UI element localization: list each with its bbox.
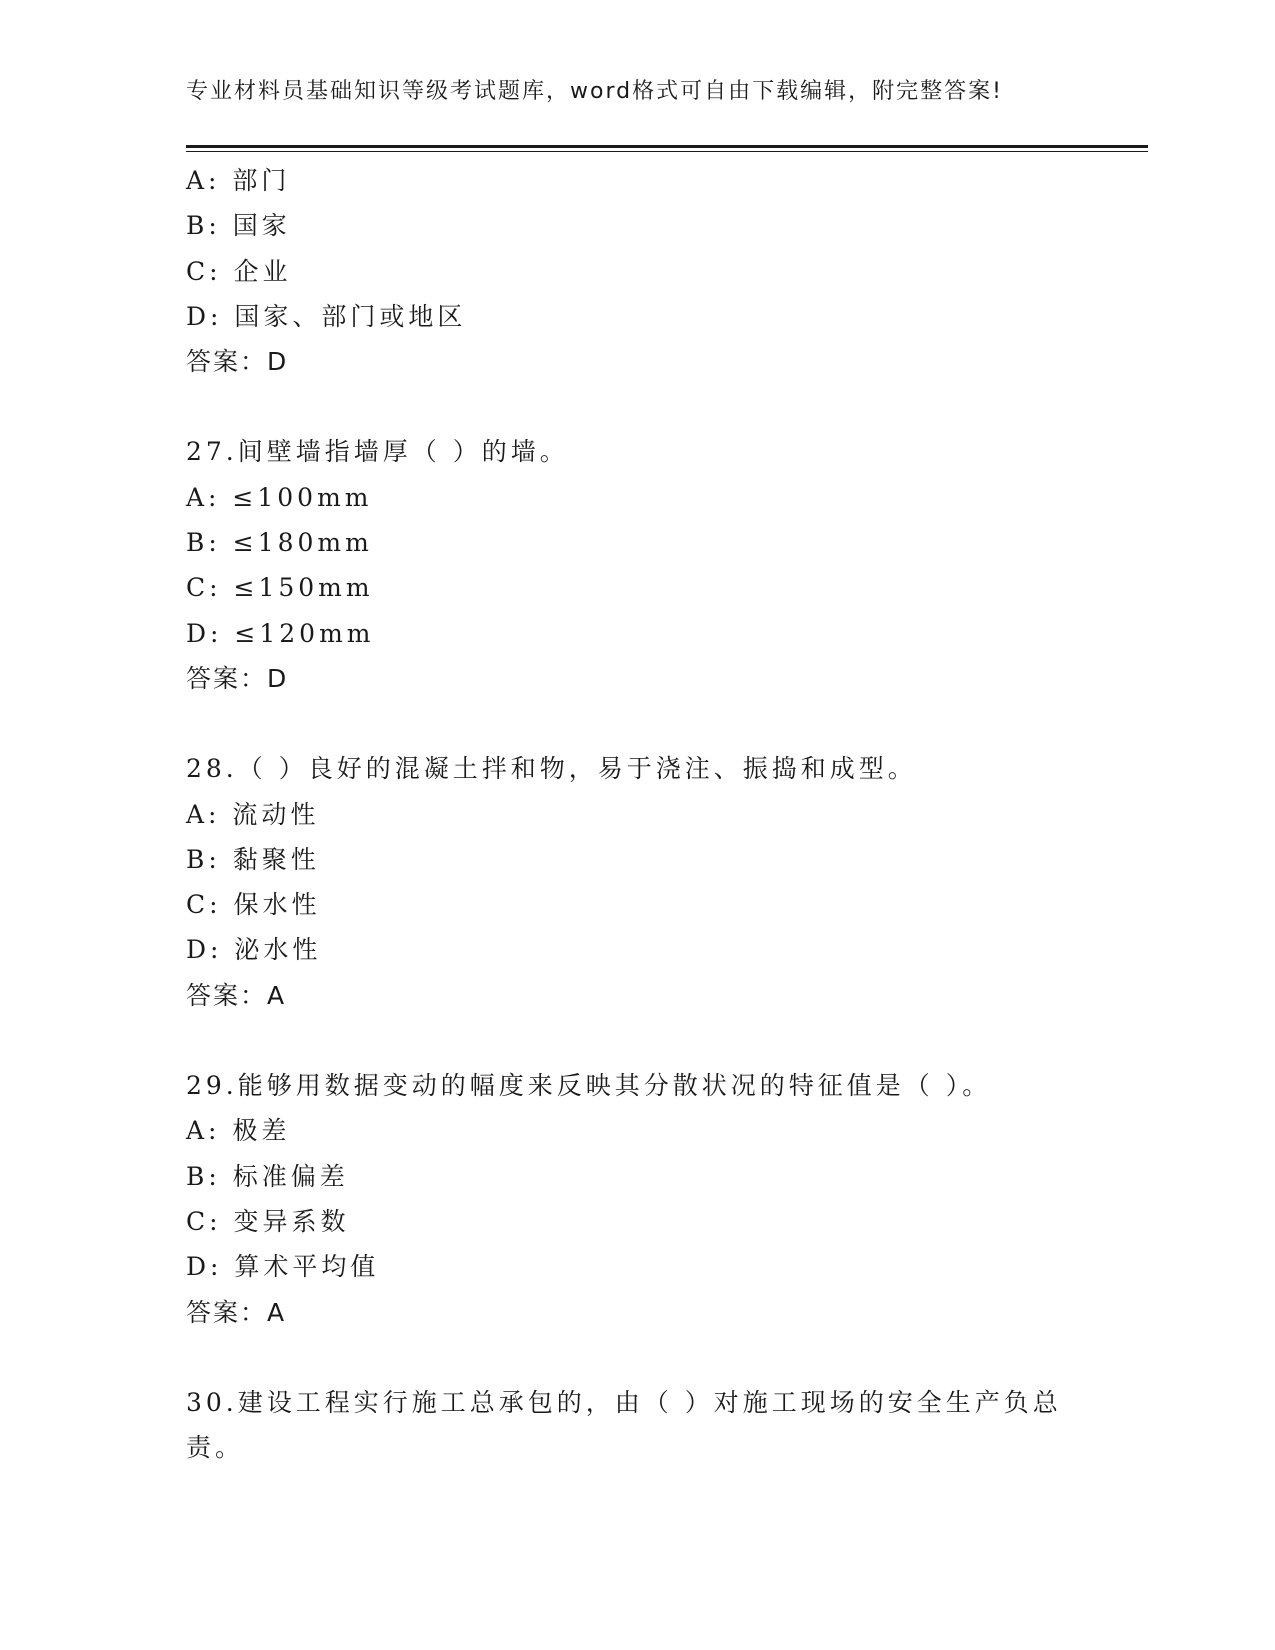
option-b: B: 黏聚性 — [186, 844, 320, 874]
question-stem-line-2: 责。 — [186, 1433, 245, 1463]
page-header: 专业材料员基础知识等级考试题库，word格式可自由下载编辑，附完整答案! — [186, 79, 1003, 104]
question-28 — [186, 746, 1086, 1018]
answer: 答案：D — [186, 347, 289, 377]
option-a: A: 极差 — [186, 1116, 291, 1146]
question-stem: 28.（ ）良好的混凝土拌和物，易于浇注、振捣和成型。 — [186, 754, 917, 784]
spacer — [186, 1335, 1086, 1380]
question-stem: 27.间壁墙指墙厚（ ）的墙。 — [186, 437, 569, 467]
option-d: D: 泌水性 — [186, 935, 322, 965]
option-c: C: ≤150mm — [186, 573, 374, 603]
answer: 答案：A — [186, 1297, 287, 1327]
option-d: D: 算术平均值 — [186, 1252, 380, 1282]
question-30 — [186, 1380, 1086, 1471]
option-b: B: 国家 — [186, 211, 291, 241]
question-26 — [186, 158, 1086, 384]
option-c: C: 保水性 — [186, 890, 321, 920]
option-a: A: ≤100mm — [186, 482, 373, 512]
option-a: A: 流动性 — [186, 799, 320, 829]
spacer — [186, 384, 1086, 429]
option-d: D: ≤120mm — [186, 618, 375, 648]
spacer — [186, 701, 1086, 746]
spacer — [186, 1018, 1086, 1063]
question-stem-line-1: 30.建设工程实行施工总承包的，由（ ）对施工现场的安全生产负总 — [186, 1387, 1062, 1417]
header-rule-thick — [186, 145, 1148, 148]
answer: 答案：A — [186, 980, 287, 1010]
option-b: B: ≤180mm — [186, 528, 373, 558]
question-stem: 29.能够用数据变动的幅度来反映其分散状况的特征值是（ ）。 — [186, 1071, 992, 1101]
header-rule-thin — [186, 151, 1148, 152]
option-c: C: 企业 — [186, 256, 292, 286]
question-29 — [186, 1063, 1086, 1335]
answer: 答案：D — [186, 663, 289, 693]
question-content — [186, 158, 1086, 1470]
question-27 — [186, 429, 1086, 701]
option-c: C: 变异系数 — [186, 1206, 350, 1236]
option-d: D: 国家、部门或地区 — [186, 301, 467, 331]
option-a: A: 部门 — [186, 166, 291, 195]
option-b: B: 标准偏差 — [186, 1161, 349, 1191]
